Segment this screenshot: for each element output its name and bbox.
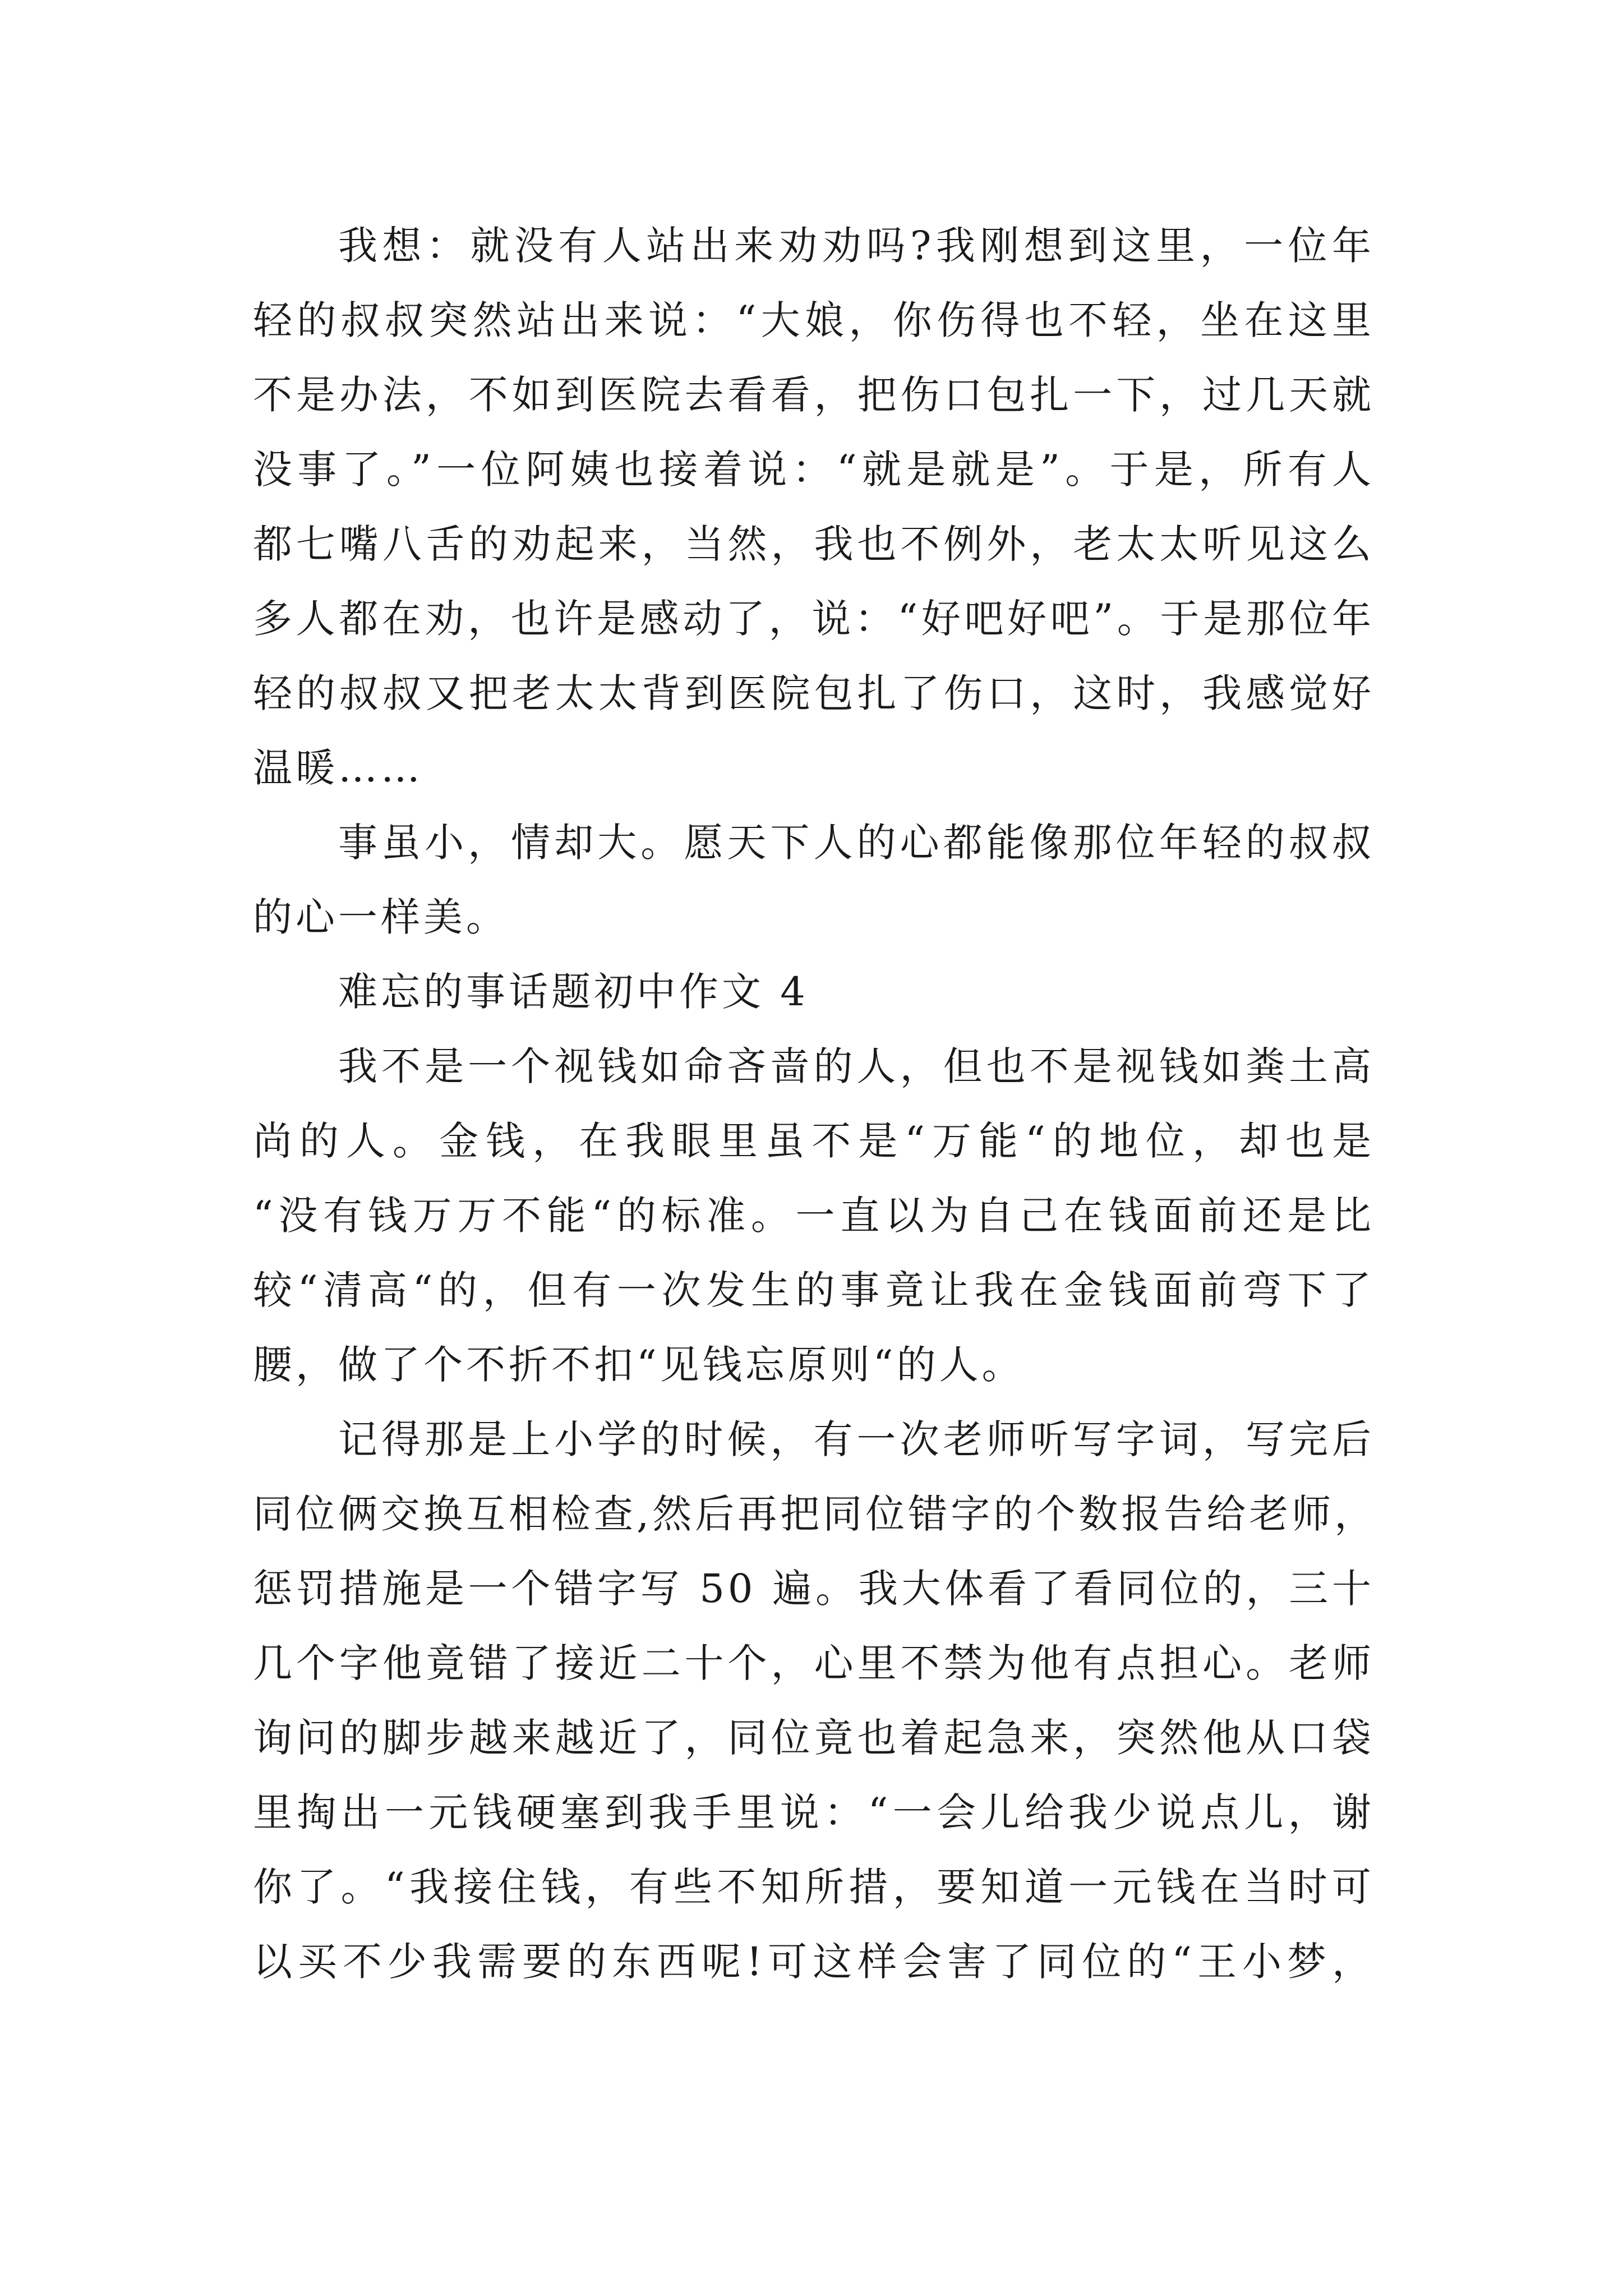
paragraph [253, 806, 1375, 955]
section-heading [253, 955, 1375, 1029]
document-body [253, 209, 1375, 1999]
text-line: 我不是一个视钱如命吝啬的人，但也不是视钱如粪土高 [338, 1043, 1375, 1089]
text-line: 里掏出一元钱硬塞到我手里说：“一会儿给我少说点儿，谢 [253, 1789, 1375, 1835]
text-line: 几个字他竟错了接近二十个，心里不禁为他有点担心。老师 [253, 1640, 1375, 1686]
text-line: 轻的叔叔突然站出来说：“大娘，你伤得也不轻，坐在这里 [253, 297, 1375, 343]
text-line: 你了。“我接住钱，有些不知所措，要知道一元钱在当时可 [253, 1864, 1375, 1910]
text-line: 惩罚措施是一个错字写 50 遍。我大体看了看同位的，三十 [253, 1566, 1375, 1612]
text-line: 不是办法，不如到医院去看看，把伤口包扎一下，过几天就 [253, 372, 1375, 418]
paragraph [253, 1029, 1375, 1402]
text-line: 轻的叔叔又把老太太背到医院包扎了伤口，这时，我感觉好 [253, 670, 1375, 716]
text-line: 以买不少我需要的东西呢!可这样会害了同位的“王小梦， [253, 1939, 1375, 1985]
text-line: 的心一样美。 [253, 894, 509, 940]
text-line: 温暖…… [253, 745, 423, 791]
text-line: 我想：就没有人站出来劝劝吗?我刚想到这里，一位年 [338, 223, 1375, 269]
text-line: 询问的脚步越来越近了，同位竟也着起急来，突然他从口袋 [253, 1715, 1375, 1761]
heading-text: 难忘的事话题初中作文 4 [338, 969, 809, 1015]
text-line: 多人都在劝，也许是感动了，说：“好吧好吧”。于是那位年 [253, 596, 1375, 642]
text-line: “没有钱万万不能“的标准。一直以为自己在钱面前还是比 [253, 1193, 1375, 1239]
text-line: 事虽小，情却大。愿天下人的心都能像那位年轻的叔叔 [338, 820, 1375, 866]
text-line: 较“清高“的，但有一次发生的事竟让我在金钱面前弯下了 [253, 1267, 1375, 1313]
text-line: 腰，做了个不折不扣“见钱忘原则“的人。 [253, 1342, 1025, 1388]
paragraph [253, 1402, 1375, 1999]
text-line: 同位俩交换互相检查,然后再把同位错字的个数报告给老师， [253, 1491, 1377, 1537]
text-line: 没事了。”一位阿姨也接着说：“就是就是”。于是，所有人 [253, 447, 1375, 493]
text-line: 记得那是上小学的时候，有一次老师听写字词，写完后 [338, 1416, 1375, 1462]
text-line: 都七嘴八舌的劝起来，当然，我也不例外，老太太听见这么 [253, 521, 1375, 567]
paragraph [253, 209, 1375, 806]
text-line: 尚的人。金钱，在我眼里虽不是“万能“的地位，却也是 [253, 1118, 1375, 1164]
